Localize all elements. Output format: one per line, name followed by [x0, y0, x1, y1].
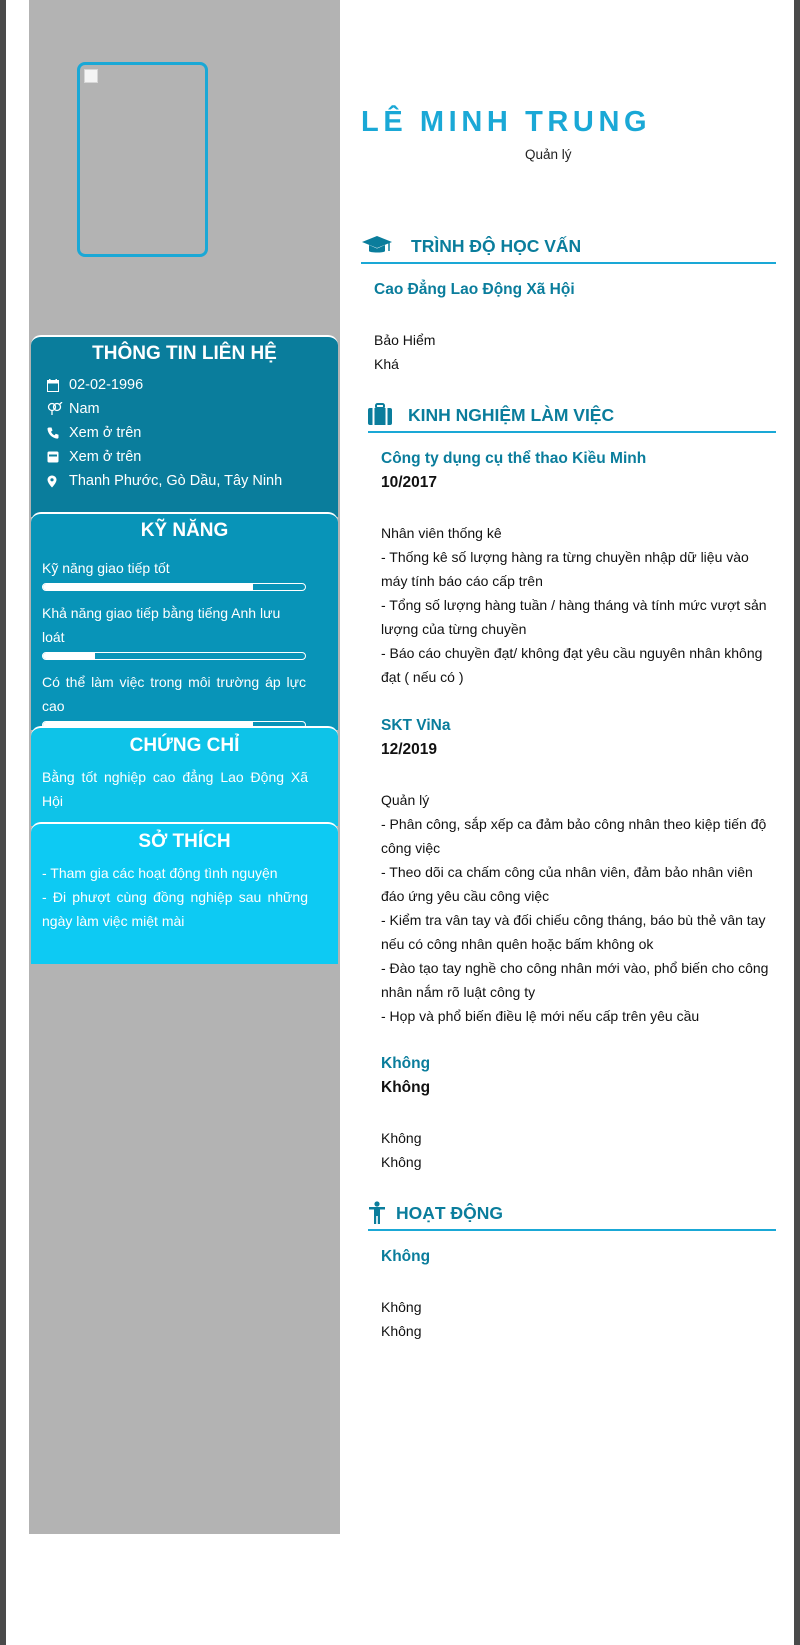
- job-company: Không: [381, 1055, 431, 1072]
- skill-level-bar: [42, 583, 306, 591]
- job-line: - Phân công, sắp xếp ca đảm bảo công nhân theo kiệp tiến độ công việc: [381, 816, 767, 856]
- hobbies-heading: SỞ THÍCH: [138, 831, 231, 852]
- contact-gender: Nam: [47, 397, 338, 421]
- education-major: Bảo Hiểm: [374, 332, 436, 348]
- job-line: Nhân viên thống kê: [381, 525, 502, 541]
- phone-icon: [47, 427, 69, 439]
- job-line: - Họp và phổ biến điều lệ mới nếu cấp trên yêu cầu: [381, 1008, 700, 1024]
- skill-label: Có thể làm việc trong môi trường áp lực cao: [42, 674, 306, 714]
- skills-panel: [31, 512, 338, 730]
- person-icon: [368, 1201, 386, 1230]
- activity-line: Không: [381, 1323, 422, 1339]
- experience-heading: KINH NGHIỆM LÀM VIỆC: [408, 405, 615, 425]
- job-date: Không: [381, 1079, 431, 1096]
- job-line: Không: [381, 1130, 422, 1146]
- skill-label: Khả năng giao tiếp bằng tiếng Anh lưu loát: [42, 605, 281, 645]
- skills-heading: KỸ NĂNG: [140, 520, 229, 541]
- job-company: Công ty dụng cụ thể thao Kiều Minh: [381, 450, 647, 467]
- job-company: SKT ViNa: [381, 717, 451, 734]
- graduation-cap-icon: [361, 234, 393, 263]
- contact-heading: THÔNG TIN LIÊN HỆ: [92, 343, 277, 364]
- location-pin-icon: [47, 475, 69, 488]
- contact-panel: [31, 335, 338, 517]
- contact-email: Xem ở trên: [47, 445, 338, 469]
- job-line: - Kiểm tra vân tay và đối chiếu công tháng, báo bù thẻ vân tay nếu có công nhân quên hoặc bấm không ok: [381, 912, 766, 952]
- certificate-text: Bằng tốt nghiệp cao đẳng Lao Động Xã Hội: [42, 769, 308, 809]
- contact-birthday: 02-02-1996: [47, 373, 338, 397]
- activity-title: Không: [381, 1248, 431, 1265]
- job-line: - Thống kê số lượng hàng ra từng chuyền nhập dữ liệu vào máy tính báo cáo cấp trên: [381, 549, 749, 589]
- education-school: Cao Đẳng Lao Động Xã Hội: [374, 281, 575, 298]
- resume-page: [6, 0, 794, 1645]
- experience-section-header: [368, 401, 776, 433]
- job-description: [381, 788, 776, 1028]
- skill-label: Kỹ năng giao tiếp tốt: [42, 560, 170, 576]
- job-date: 10/2017: [381, 474, 438, 491]
- contact-phone: Xem ở trên: [47, 421, 338, 445]
- candidate-name: LÊ MINH TRUNG: [361, 106, 652, 138]
- skill-level-bar: [42, 652, 306, 660]
- job-line: - Đào tạo tay nghề cho công nhân mới vào, phổ biến cho công nhân nắm rõ luật công ty: [381, 960, 769, 1000]
- education-grade: Khá: [374, 356, 399, 372]
- job-line: - Theo dõi ca chấm công của nhân viên, đảm bảo nhân viên đáo ứng yêu cầu công việc: [381, 864, 753, 904]
- skill-item: [31, 670, 338, 729]
- education-section-header: [361, 232, 776, 264]
- hobby-item: - Đi phượt cùng đồng nghiệp sau những ngày làm việc miệt mài: [42, 889, 308, 929]
- certificates-heading: CHỨNG CHỈ: [129, 735, 240, 756]
- job-line: - Tổng số lượng hàng tuần / hàng tháng và tính mức vượt sản lượng của từng chuyền: [381, 597, 767, 637]
- activities-section-header: [368, 1199, 776, 1231]
- skill-level-fill: [43, 653, 95, 659]
- skill-level-fill: [43, 584, 253, 590]
- contact-address: Thanh Phước, Gò Dầu, Tây Ninh: [47, 469, 338, 493]
- skill-item: [31, 601, 338, 660]
- calendar-icon: [47, 379, 69, 392]
- hobby-item: - Tham gia các hoạt động tình nguyện: [42, 865, 278, 881]
- job-description: [381, 521, 776, 689]
- email-icon: [47, 451, 69, 463]
- activities-heading: HOẠT ĐỘNG: [396, 1203, 503, 1223]
- hobbies-panel: [31, 822, 338, 964]
- candidate-role: Quản lý: [525, 147, 572, 162]
- job-date: 12/2019: [381, 741, 438, 758]
- activity-description: [381, 1295, 776, 1343]
- job-description: [381, 1126, 776, 1174]
- job-line: Không: [381, 1154, 422, 1170]
- education-heading: TRÌNH ĐỘ HỌC VẤN: [411, 236, 582, 256]
- profile-photo: [77, 62, 208, 257]
- certificates-panel: [31, 726, 338, 826]
- broken-image-icon: [84, 69, 98, 83]
- job-line: Quản lý: [381, 792, 430, 808]
- activity-line: Không: [381, 1299, 422, 1315]
- skill-item: [31, 556, 338, 591]
- job-line: - Báo cáo chuyền đạt/ không đạt yêu cầu nguyên nhân không đạt ( nếu có ): [381, 645, 763, 685]
- briefcase-icon: [368, 403, 392, 430]
- gender-icon: [47, 402, 69, 416]
- sidebar: [29, 0, 340, 1534]
